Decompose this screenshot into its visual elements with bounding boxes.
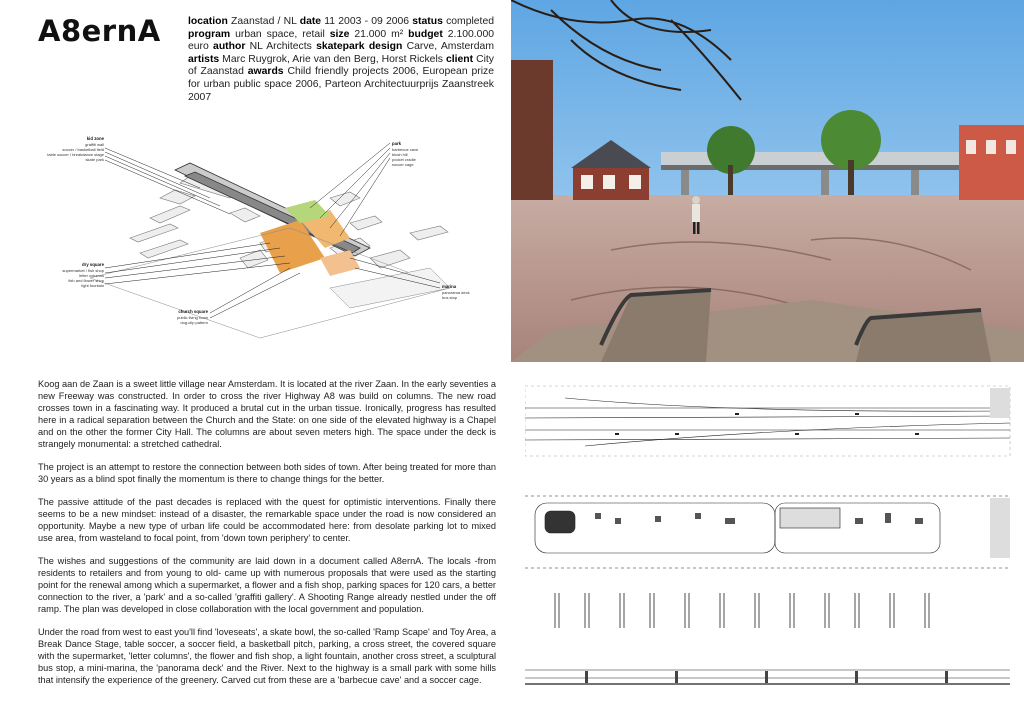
svg-text:light fountain: light fountain [81, 283, 104, 288]
meta-label: date [299, 16, 322, 27]
meta-value: Carve, Amsterdam [402, 41, 494, 53]
meta-label: size [329, 28, 350, 40]
label-dry-square [62, 262, 104, 288]
svg-text:blush hill: blush hill [392, 152, 408, 157]
svg-text:bus stop: bus stop [442, 295, 458, 300]
meta-value: Child friendly projects 2006, European prize for urban public space 2006, Parteon Architectuurprijs Zaanstreek 2007 [188, 66, 495, 103]
meta-value: completed [442, 16, 495, 27]
plan-ground [525, 496, 1010, 568]
meta-value: NL Architects [245, 41, 317, 53]
svg-text:soccer cage: soccer cage [392, 162, 414, 167]
axonometric-diagram [30, 128, 508, 358]
meta-label: skatepark design [316, 41, 403, 53]
project-description [38, 378, 496, 697]
paragraph: Under the road from west to east you'll find 'loveseats', a skate bowl, the so-called 'Ramp Scape' and Toy Area, a Break Dance Stage, table soccer, a soccer field, a basketball pitch, parking, a cross street, the covered square with the supermarket, 'letter columns', the flower and fish shop, a light fountain, another cross street, a sculptural bus stop, a mini-marina, the 'panorama deck' and the River. Next to the highway is a small park with some hills that intensify the experience of the greenery. Carved cut from these are a 'barbecue cave' and a soccer cage. [38, 626, 497, 685]
label-kid-zone [47, 136, 104, 162]
svg-text:kid zone: kid zone [86, 136, 104, 141]
paragraph: The project is an attempt to restore the connection between both sides of town. After being treated for more than 30 years as a blind spot finally the momentum is there to change things for the better. [38, 462, 496, 485]
meta-value: 11 2003 - 09 2006 [321, 16, 413, 27]
plan-upper [525, 386, 1010, 456]
svg-text:park: park [392, 141, 402, 146]
paragraph: The wishes and suggestions of the community are laid down in a document called A8ernA. The locals -from residents to retailers and from young to old- came up with numerous proposals that were used as the starting point for the renewal among which a supermarket, a flower and a fish shop, parking spaces for 120 cars, a better connection to the river, a 'park' and a so-called 'graffiti gallery'. A Shooting Range already nestled under the off ramp. The plan was developed in close collaboration with the local government and population. [38, 555, 496, 614]
long-section [525, 670, 1010, 684]
meta-value: urban space, retail [230, 28, 330, 40]
meta-value: 21.000 m² [349, 28, 409, 40]
meta-label: author [213, 41, 246, 53]
svg-text:marina: marina [442, 284, 457, 289]
meta-value: Zaanstad / NL [227, 16, 300, 27]
label-park [392, 141, 419, 167]
meta-label: awards [247, 66, 284, 78]
svg-text:table soccer / breakdance stag: table soccer / breakdance stage [47, 152, 104, 157]
svg-text:panorama deck: panorama deck [442, 290, 470, 295]
meta-value: 2.100.000 euro [188, 28, 495, 53]
svg-text:supermarket / fish shop: supermarket / fish shop [62, 268, 104, 273]
svg-text:skate park: skate park [85, 157, 104, 162]
cross-sections [555, 593, 929, 628]
meta-value: Marc Ruygrok, Arie van den Berg, Horst Rickels [219, 53, 446, 65]
svg-text:soccer / basketball field: soccer / basketball field [62, 147, 104, 152]
project-title: A8ernA [38, 14, 161, 48]
label-church-square [177, 309, 209, 325]
svg-text:church square: church square [178, 309, 208, 314]
meta-label: budget [408, 28, 443, 40]
meta-value: City of Zaanstad [188, 53, 494, 78]
svg-text:dry square: dry square [82, 262, 104, 267]
svg-text:graffiti wall: graffiti wall [85, 142, 104, 147]
svg-text:fish and flower shop: fish and flower shop [68, 278, 104, 283]
meta-label: artists [188, 53, 220, 65]
label-marina [442, 284, 470, 300]
svg-text:dog-clip pattern: dog-clip pattern [180, 320, 208, 325]
paragraph: The passive attitude of the past decades is replaced with the quest for optimistic interventions. Finally there seems to be a new mindset: instead of a disaster, the remarkable space under the road is now considered an opportunity. Maybe a new type of urban life could be accommodated here: from desolate parking lot to mixed use area, from wasteland to focal point, from 'down town periphery' to center. [38, 496, 496, 544]
paragraph: Koog aan de Zaan is a sweet little village near Amsterdam. It is located at the river Zaan. In the early seventies a new Freeway was constructed. In order to cross the river Highway A8 was build on columns. The new road crosses town in a fascinating way. It produced a brutal cut in the urban tissue. Ironically, progress has resulted here in a radical separation between the Church and the State: on one side of the elevated highway is a Chapel and on the other the former City Hall. The columns are about seven meters high. The space under the deck is strangely monumental: a stretched cathedral. [38, 379, 496, 450]
meta-label: location [188, 16, 228, 27]
meta-label: program [188, 28, 231, 40]
svg-text:public living room: public living room [177, 315, 208, 320]
site-plans [525, 378, 1015, 698]
svg-text:letter columns: letter columns [79, 273, 104, 278]
svg-text:pocket cradle: pocket cradle [392, 157, 416, 162]
svg-text:barbecue cave: barbecue cave [392, 147, 419, 152]
meta-label: client [445, 53, 474, 65]
project-meta [188, 16, 494, 104]
site-photo [511, 0, 1024, 362]
meta-label: status [412, 16, 443, 27]
